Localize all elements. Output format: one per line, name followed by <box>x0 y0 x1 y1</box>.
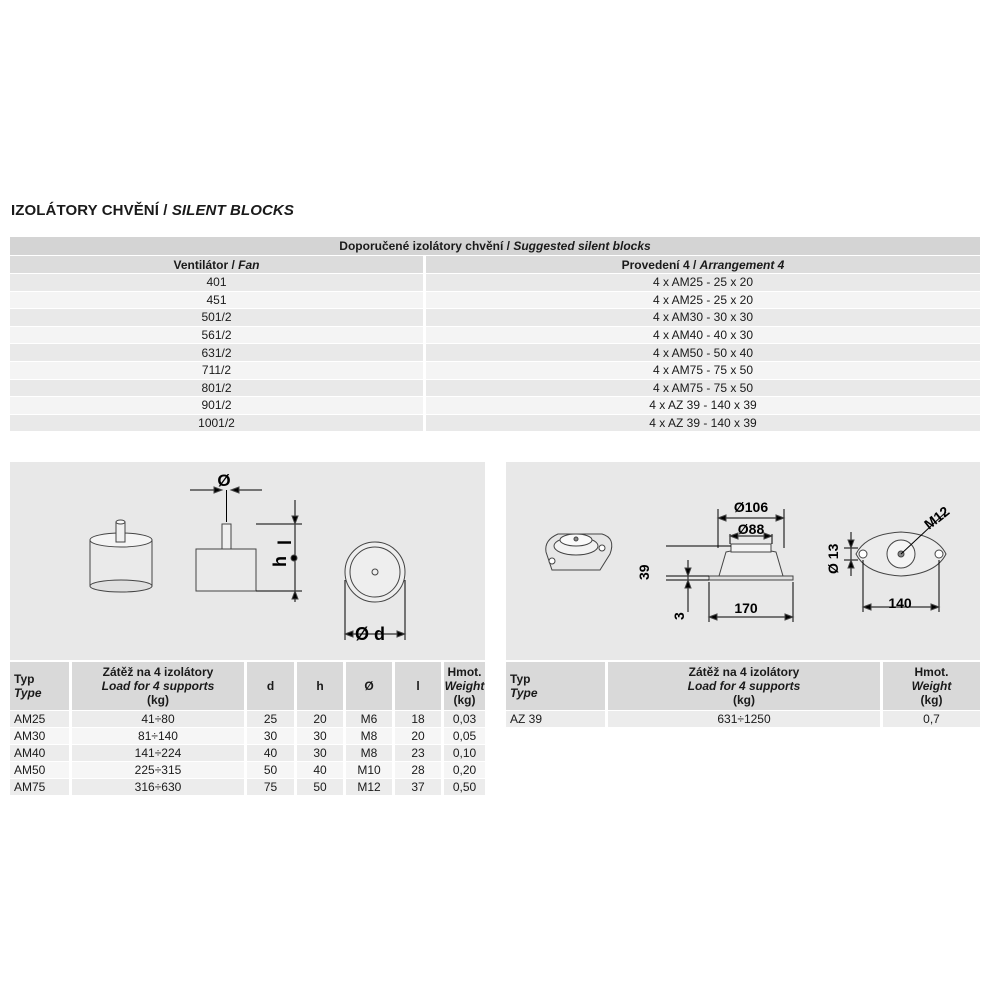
d-cell: 50 <box>246 762 296 779</box>
weight-italic: Weight <box>444 679 485 693</box>
arrangement-cell: 4 x AZ 39 - 140 x 39 <box>425 414 981 432</box>
arrangement-cell: 4 x AM75 - 75 x 50 <box>425 379 981 397</box>
w170-label: 170 <box>734 600 758 616</box>
h39-label: 39 <box>636 564 652 580</box>
l-cell: 23 <box>394 745 443 762</box>
weight-italic: Weight <box>911 679 952 693</box>
weight-main: Hmot. <box>447 665 482 679</box>
weight-unit: (kg) <box>920 693 943 707</box>
type-cell: AM30 <box>10 728 71 745</box>
weight-main: Hmot. <box>914 665 949 679</box>
load-cell: 141÷224 <box>71 745 246 762</box>
title-italic: SILENT BLOCKS <box>171 202 294 219</box>
col-arr-italic: Arrangement 4 <box>699 257 785 272</box>
weight-cell: 0,7 <box>882 711 981 728</box>
az-drawing <box>506 462 980 660</box>
table-row <box>10 397 980 415</box>
am-drawing <box>10 462 485 660</box>
l-label: l <box>275 539 295 545</box>
col-l-header: l <box>394 662 443 711</box>
col-arrangement-header <box>425 256 981 274</box>
d-label: Ø d <box>355 624 385 644</box>
table-row <box>10 274 980 292</box>
col-h-header: h <box>296 662 345 711</box>
table-row <box>10 745 485 762</box>
load-main: Zátěž na 4 izolátory <box>688 665 800 679</box>
dia-cell: M8 <box>345 728 394 745</box>
h-cell: 40 <box>296 762 345 779</box>
table-row <box>10 344 980 362</box>
table-row <box>506 711 980 728</box>
load-cell: 631÷1250 <box>607 711 882 728</box>
az-spec-table <box>506 662 980 728</box>
load-main: Zátěž na 4 izolátory <box>102 665 214 679</box>
az-drawing-panel <box>506 462 980 660</box>
suggested-table <box>10 237 980 432</box>
l-cell: 28 <box>394 762 443 779</box>
load-unit: (kg) <box>147 693 169 707</box>
type-main: Typ <box>14 672 35 686</box>
d-cell: 40 <box>246 745 296 762</box>
d-cell: 25 <box>246 711 296 728</box>
table-row <box>10 779 485 796</box>
h-cell: 30 <box>296 728 345 745</box>
weight-unit: (kg) <box>453 693 476 707</box>
table-row <box>10 291 980 309</box>
table-row <box>10 414 980 432</box>
h-cell: 20 <box>296 711 345 728</box>
d106-label: Ø106 <box>733 499 769 515</box>
fan-cell: 901/2 <box>10 397 425 415</box>
table-row <box>10 711 485 728</box>
d-cell: 30 <box>246 728 296 745</box>
am-3d-view <box>90 520 152 592</box>
type-cell: AM75 <box>10 779 71 796</box>
w140-label: 140 <box>888 595 912 611</box>
weight-cell: 0,50 <box>443 779 486 796</box>
col-arr-main: Provedení 4 / <box>621 257 700 272</box>
col-type-header <box>506 662 607 711</box>
col-weight-header <box>443 662 486 711</box>
title-main: IZOLÁTORY CHVĚNÍ / <box>11 202 172 219</box>
fan-cell: 451 <box>10 291 425 309</box>
load-unit: (kg) <box>733 693 755 707</box>
weight-cell: 0,20 <box>443 762 486 779</box>
az-side-view <box>666 509 793 622</box>
type-cell: AM25 <box>10 711 71 728</box>
az-3d-view <box>546 534 612 570</box>
type-cell: AM50 <box>10 762 71 779</box>
load-cell: 81÷140 <box>71 728 246 745</box>
dia-symbol-label: Ø <box>217 471 231 490</box>
l-cell: 18 <box>394 711 443 728</box>
weight-cell: 0,05 <box>443 728 486 745</box>
col-dia-header: Ø <box>345 662 394 711</box>
am-spec-table <box>10 662 485 796</box>
arrangement-cell: 4 x AZ 39 - 140 x 39 <box>425 397 981 415</box>
col-fan-header <box>10 256 425 274</box>
arrangement-cell: 4 x AM75 - 75 x 50 <box>425 361 981 379</box>
h3-label: 3 <box>671 612 687 620</box>
table-row <box>10 762 485 779</box>
fan-cell: 711/2 <box>10 361 425 379</box>
h-cell: 30 <box>296 745 345 762</box>
suggested-caption <box>10 237 980 256</box>
arrangement-cell: 4 x AM40 - 40 x 30 <box>425 326 981 344</box>
type-cell: AZ 39 <box>506 711 607 728</box>
fan-cell: 401 <box>10 274 425 292</box>
load-cell: 41÷80 <box>71 711 246 728</box>
fan-cell: 801/2 <box>10 379 425 397</box>
col-fan-main: Ventilátor / <box>173 257 239 272</box>
l-cell: 20 <box>394 728 443 745</box>
page-title <box>11 202 294 219</box>
load-italic: Load for 4 supports <box>101 679 215 693</box>
am-drawing-panel <box>10 462 485 660</box>
fan-cell: 561/2 <box>10 326 425 344</box>
dia-cell: M6 <box>345 711 394 728</box>
load-cell: 225÷315 <box>71 762 246 779</box>
type-main: Typ <box>510 672 531 686</box>
fan-cell: 631/2 <box>10 344 425 362</box>
col-fan-italic: Fan <box>238 257 260 272</box>
fan-cell: 1001/2 <box>10 414 425 432</box>
arrangement-cell: 4 x AM25 - 25 x 20 <box>425 274 981 292</box>
col-weight-header <box>882 662 981 711</box>
col-load-header <box>607 662 882 711</box>
type-italic: Type <box>510 686 538 700</box>
arrangement-cell: 4 x AM50 - 50 x 40 <box>425 344 981 362</box>
dia-cell: M12 <box>345 779 394 796</box>
col-load-header <box>71 662 246 711</box>
table-row <box>10 309 980 327</box>
table-row <box>10 379 980 397</box>
type-italic: Type <box>14 686 42 700</box>
caption-italic: Suggested silent blocks <box>513 239 651 253</box>
arrangement-cell: 4 x AM30 - 30 x 30 <box>425 309 981 327</box>
h-cell: 50 <box>296 779 345 796</box>
table-row <box>10 361 980 379</box>
d13-label: Ø 13 <box>825 543 841 574</box>
fan-cell: 501/2 <box>10 309 425 327</box>
load-cell: 316÷630 <box>71 779 246 796</box>
dia-cell: M10 <box>345 762 394 779</box>
load-italic: Load for 4 supports <box>687 679 801 693</box>
col-type-header <box>10 662 71 711</box>
m12-label: M12 <box>920 502 953 533</box>
dia-cell: M8 <box>345 745 394 762</box>
h-label: h <box>270 556 290 567</box>
caption-main: Doporučené izolátory chvění / <box>339 239 514 253</box>
weight-cell: 0,10 <box>443 745 486 762</box>
l-cell: 37 <box>394 779 443 796</box>
table-row <box>10 728 485 745</box>
d88-label: Ø88 <box>737 521 765 537</box>
d-cell: 75 <box>246 779 296 796</box>
table-row <box>10 326 980 344</box>
weight-cell: 0,03 <box>443 711 486 728</box>
type-cell: AM40 <box>10 745 71 762</box>
arrangement-cell: 4 x AM25 - 25 x 20 <box>425 291 981 309</box>
col-d-header: d <box>246 662 296 711</box>
